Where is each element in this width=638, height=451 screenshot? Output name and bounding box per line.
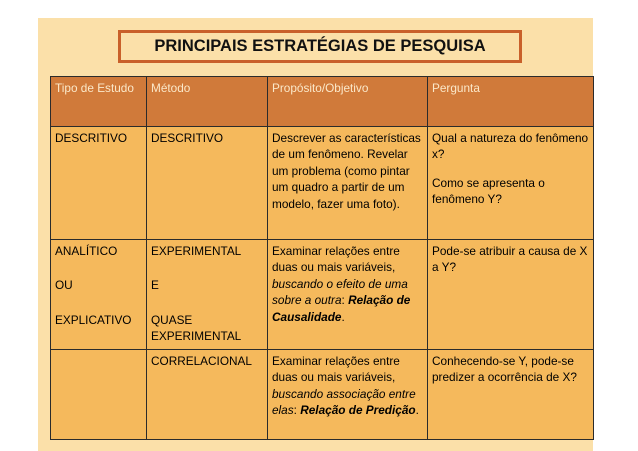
- cell-pergunta: [428, 240, 594, 350]
- proposito-end: .: [341, 309, 345, 324]
- cell-metodo: [147, 240, 268, 350]
- pergunta-text: Pode-se atribuir a causa de X a Y?: [432, 244, 588, 275]
- cell-tipo: [51, 127, 147, 240]
- pergunta-text-2: Como se apresenta o fenômeno Y?: [432, 175, 545, 207]
- proposito-italic: buscando associação entre elas: [272, 386, 416, 418]
- cell-tipo: [51, 350, 147, 440]
- tipo-label-2: OU: [55, 278, 73, 293]
- proposito-bold: Relação de Causalidade: [272, 293, 411, 324]
- table-row-correlacional: [51, 350, 594, 440]
- slide-title: PRINCIPAIS ESTRATÉGIAS DE PESQUISA: [118, 30, 522, 63]
- tipo-label: DESCRITIVO: [55, 131, 128, 145]
- proposito-colon: :: [341, 293, 345, 308]
- cell-proposito: [268, 350, 428, 440]
- header-pergunta: Pergunta: [428, 77, 594, 127]
- proposito-end: .: [415, 403, 419, 418]
- metodo-label-3: QUASE EXPERIMENTAL: [151, 312, 242, 344]
- cell-metodo: [147, 127, 268, 240]
- proposito-text: Descrever as características de um fenômeno. Revelar um problema (como pintar um quadro a partir de um modelo, fazer uma foto).: [272, 131, 421, 211]
- strategies-table: [50, 76, 594, 440]
- table-row-analitico: [51, 240, 594, 350]
- cell-proposito: [268, 240, 428, 350]
- table-header-row: [51, 77, 594, 127]
- cell-pergunta: [428, 350, 594, 440]
- proposito-colon: :: [293, 403, 297, 418]
- header-proposito: Propósito/Objetivo: [268, 77, 428, 127]
- pergunta-text-1: Qual a natureza do fenômeno x?: [432, 131, 589, 162]
- tipo-label-1: ANALÍTICO: [55, 244, 118, 258]
- metodo-label: DESCRITIVO: [151, 131, 224, 145]
- header-metodo: Método: [147, 77, 268, 127]
- slide-background: [38, 18, 593, 451]
- proposito-plain: Examinar relações entre duas ou mais variáveis,: [272, 244, 400, 275]
- metodo-label-2: E: [151, 278, 159, 293]
- cell-pergunta: [428, 127, 594, 240]
- metodo-label-1: EXPERIMENTAL: [151, 244, 242, 258]
- proposito-plain: Examinar relações entre duas ou mais variáveis,: [272, 354, 400, 385]
- cell-tipo: [51, 240, 147, 350]
- cell-metodo: [147, 350, 268, 440]
- tipo-label-3: EXPLICATIVO: [55, 312, 132, 327]
- cell-proposito: [268, 127, 428, 240]
- proposito-italic: buscando o efeito de uma sobre a outra: [272, 276, 408, 308]
- metodo-label: CORRELACIONAL: [151, 354, 252, 368]
- proposito-bold: Relação de Predição: [300, 403, 416, 418]
- header-tipo-estudo: Tipo de Estudo: [51, 77, 147, 127]
- table-row-descritivo: [51, 127, 594, 240]
- pergunta-text: Conhecendo-se Y, pode-se predizer a ocorrência de X?: [432, 354, 577, 385]
